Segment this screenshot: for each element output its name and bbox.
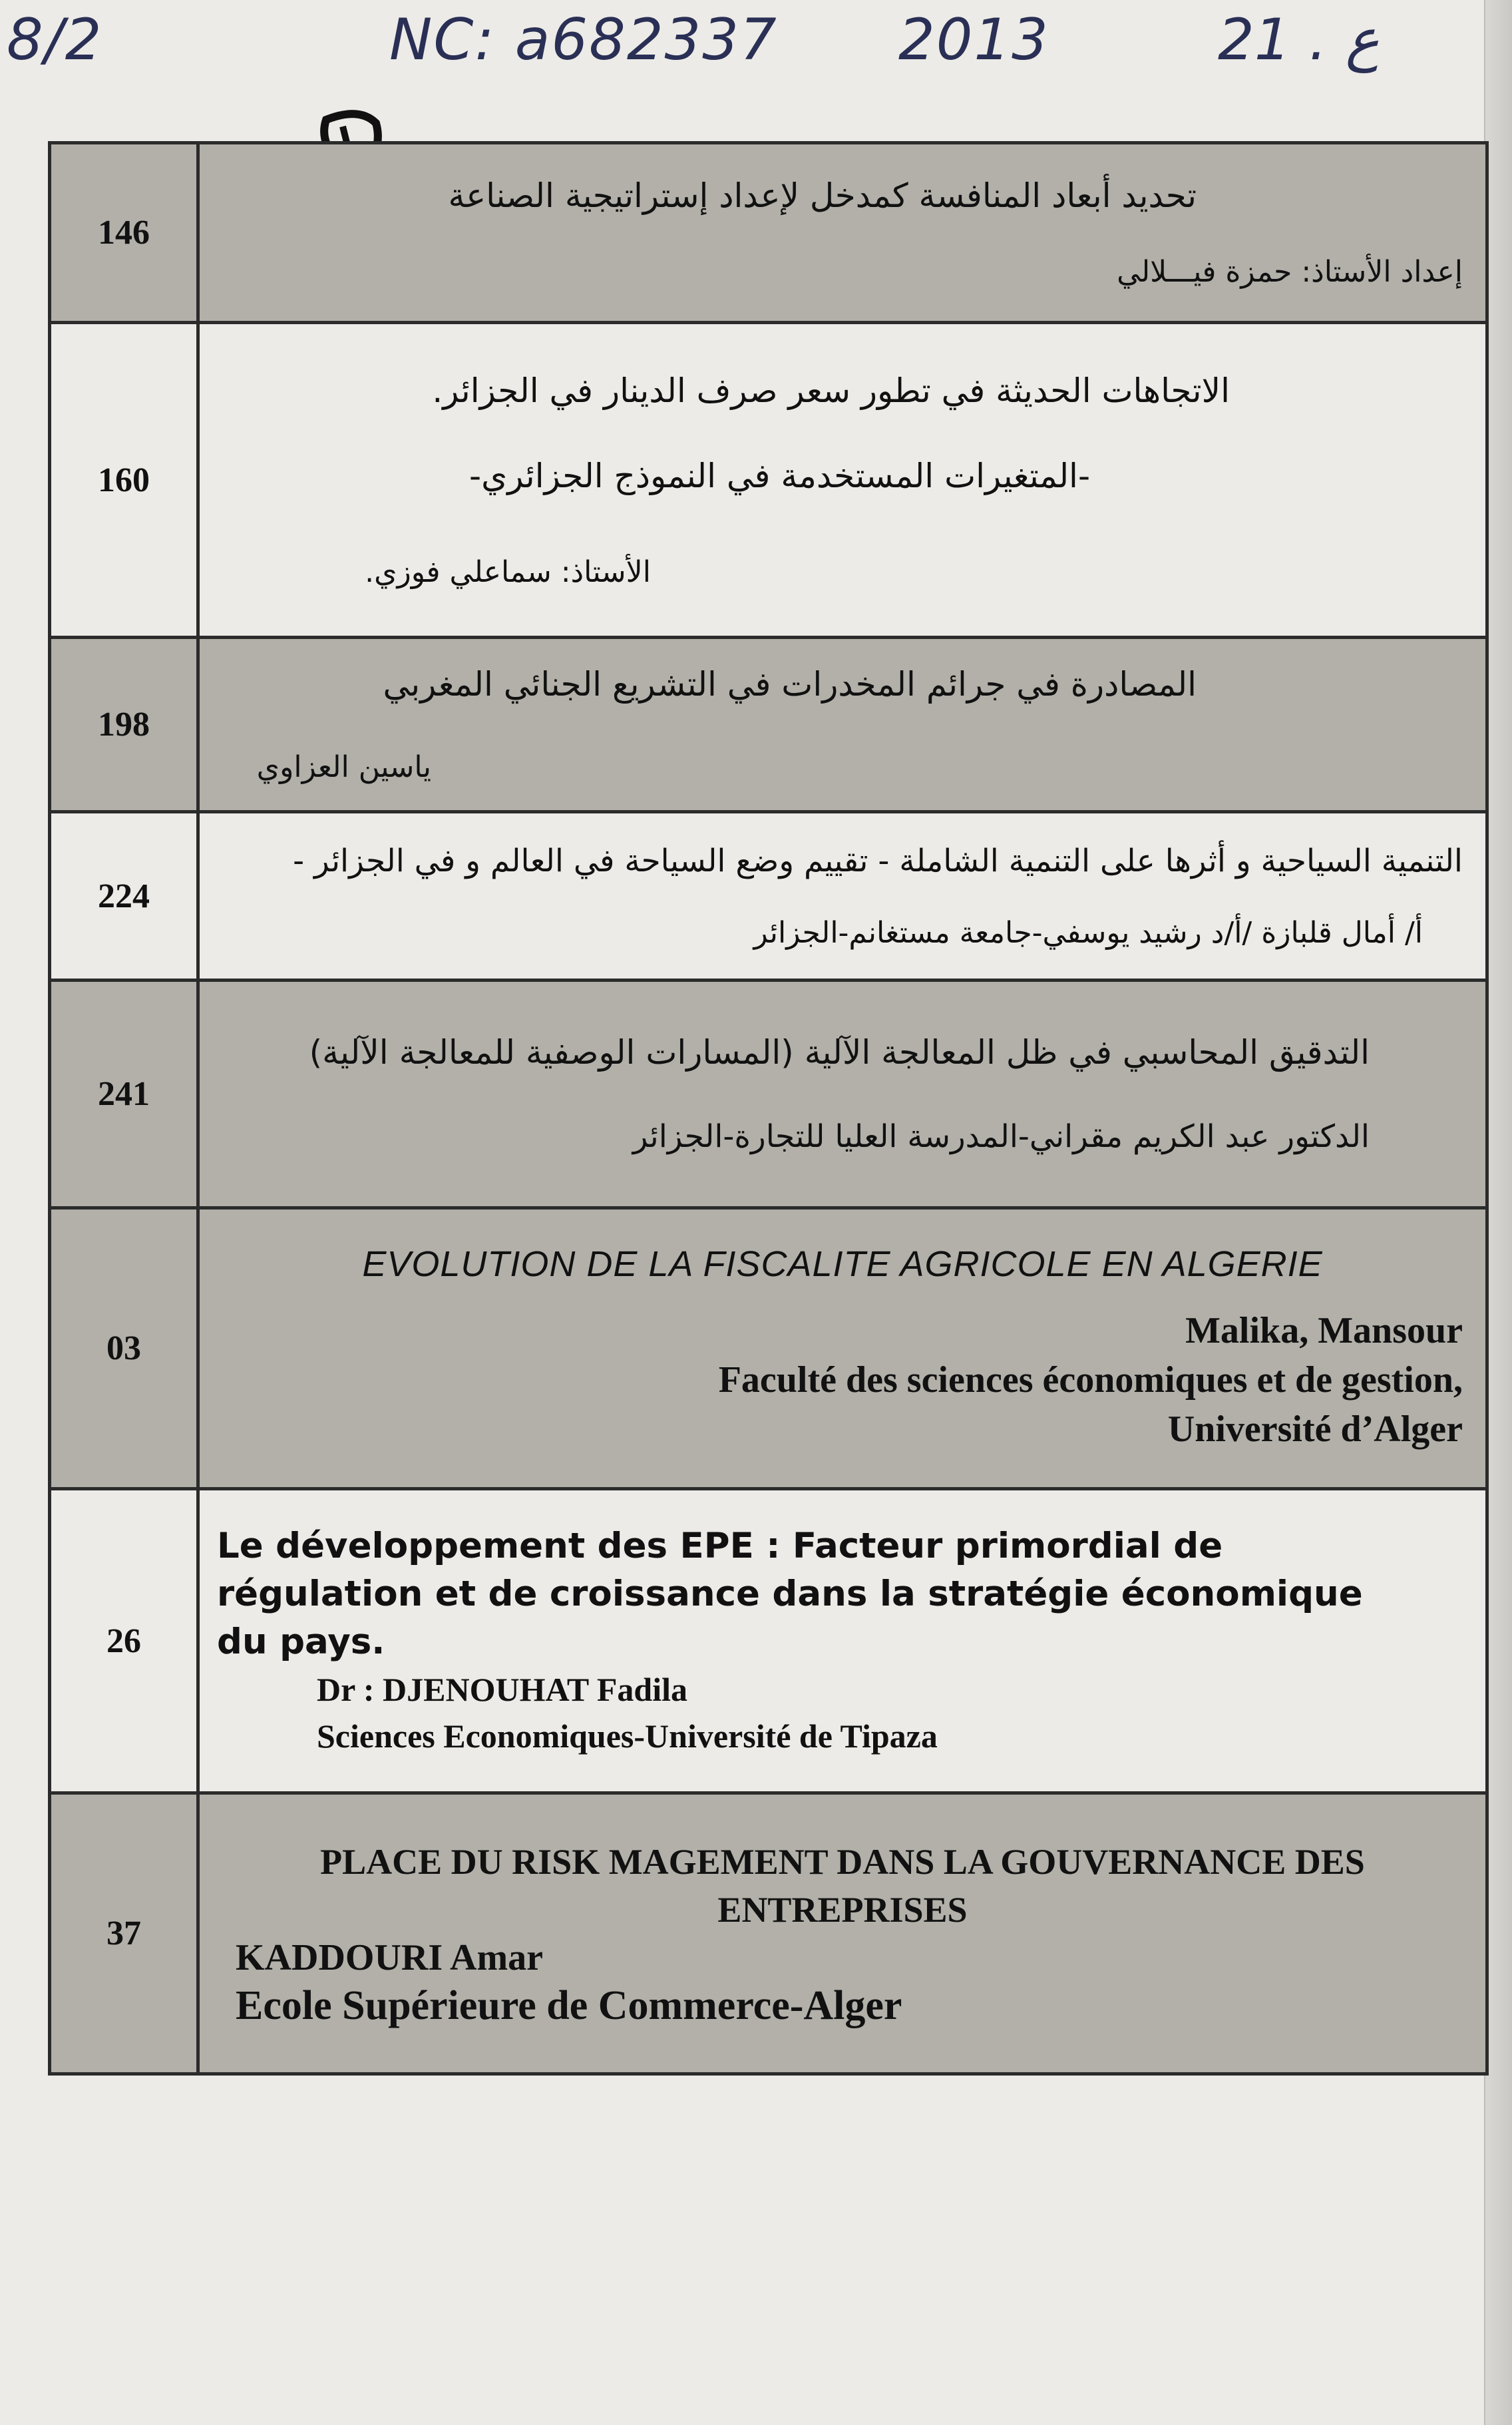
- author-affiliation: Sciences Economiques-Université de Tipaza: [317, 1717, 938, 1755]
- table-row: [50, 1208, 1487, 1489]
- article-author: الأستاذ: سماعلي فوزي.: [365, 554, 651, 589]
- article-title: régulation et de croissance dans la stratégie économique: [217, 1574, 1363, 1614]
- article-title: PLACE DU RISK MAGEMENT DANS LA GOUVERNANCE DES: [320, 1841, 1365, 1882]
- handwritten-ref: 21 . ع: [1218, 7, 1380, 73]
- page-number: 160: [50, 323, 198, 638]
- article-title: الاتجاهات الحديثة في تطور سعر صرف الدينار في الجزائر.: [432, 371, 1230, 410]
- table-row: [50, 143, 1487, 323]
- page-number: 37: [50, 1793, 198, 2074]
- article-title: التنمية السياحية و أثرها على التنمية الشاملة - تقييم وضع السياحة في العالم و في الجزائر -: [293, 842, 1463, 879]
- author-affiliation: Ecole Supérieure de Commerce-Alger: [236, 1982, 902, 2028]
- table-row: [50, 812, 1487, 981]
- article-title: ENTREPRISES: [717, 1889, 968, 1930]
- article-title: تحديد أبعاد المنافسة كمدخل لإعداد إستراتيجية الصناعة: [448, 176, 1197, 215]
- article-author: أ/ أمال قلبازة /أ/د رشيد يوسفي-جامعة مستغانم-الجزائر: [753, 915, 1423, 950]
- entry-cell: [198, 1208, 1487, 1489]
- entry-cell: [198, 638, 1487, 812]
- entry-cell: [198, 981, 1487, 1208]
- page-number: 26: [50, 1489, 198, 1793]
- page-number: 146: [50, 143, 198, 323]
- article-title: Le développement des EPE : Facteur primordial de: [217, 1526, 1223, 1566]
- table-of-contents: [48, 141, 1489, 2076]
- page-number: 224: [50, 812, 198, 981]
- article-author: Dr : DJENOUHAT Fadila: [317, 1671, 687, 1708]
- entry-cell: [198, 812, 1487, 981]
- page-number: 198: [50, 638, 198, 812]
- handwritten-code: NC: a682337: [389, 7, 778, 73]
- page-number: 241: [50, 981, 198, 1208]
- article-title: EVOLUTION DE LA FISCALITE AGRICOLE EN ALGERIE: [362, 1243, 1323, 1284]
- entry-cell: [198, 143, 1487, 323]
- article-title: du pays.: [217, 1622, 385, 1662]
- entry-cell: [198, 323, 1487, 638]
- handwritten-year: 2013: [898, 7, 1049, 73]
- article-title: التدقيق المحاسبي في ظل المعالجة الآلية (المسارات الوصفية للمعالجة الآلية): [309, 1033, 1370, 1072]
- table-row: [50, 638, 1487, 812]
- entry-cell: [198, 1489, 1487, 1793]
- table-row: [50, 1489, 1487, 1793]
- article-author: إعداد الأستاذ: حمزة فيـــلالي: [1117, 255, 1463, 289]
- table-row: [50, 981, 1487, 1208]
- table-row: [50, 1793, 1487, 2074]
- page-number: 03: [50, 1208, 198, 1489]
- article-author: الدكتور عبد الكريم مقراني-المدرسة العليا للتجارة-الجزائر: [632, 1118, 1370, 1155]
- article-author: Malika, Mansour: [1185, 1309, 1463, 1351]
- handwritten-page-ref: 8/2: [7, 7, 103, 73]
- author-affiliation: Faculté des sciences économiques et de gestion,: [718, 1359, 1463, 1401]
- entry-cell: [198, 1793, 1487, 2074]
- author-affiliation: Université d’Alger: [1167, 1408, 1463, 1450]
- article-author: ياسين العزاوي: [256, 750, 431, 784]
- table-row: [50, 323, 1487, 638]
- article-author: KADDOURI Amar: [236, 1936, 543, 1978]
- article-title: المصادرة في جرائم المخدرات في التشريع الجنائي المغربي: [383, 665, 1197, 704]
- article-subtitle: -المتغيرات المستخدمة في النموذج الجزائري-: [469, 456, 1090, 495]
